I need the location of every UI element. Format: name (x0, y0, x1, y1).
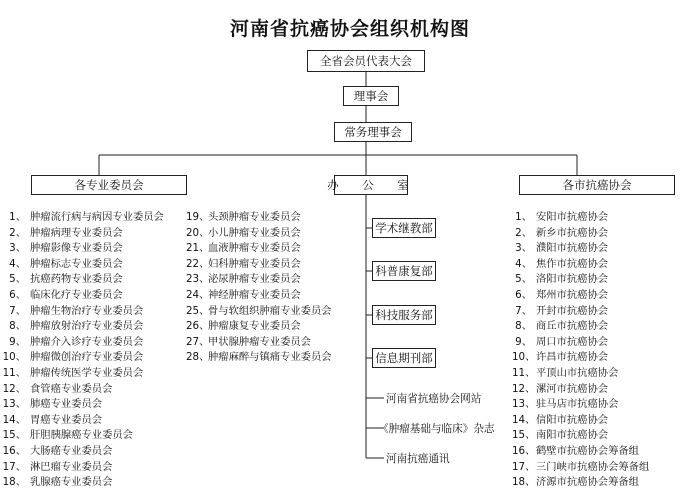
list-item: 11、 肿瘤传统医学专业委员会 (2, 366, 144, 379)
list-item: 15、南阳市抗癌协会 (512, 429, 609, 442)
list-item: 4、 肿瘤标志专业委员会 (9, 257, 123, 270)
committees-box: 各专业委员会 (31, 175, 187, 195)
office-box: 办 公 室 (334, 175, 408, 195)
cities-list (512, 210, 649, 491)
list-item: 19、头颈肿瘤专业委员会 (186, 211, 301, 223)
list-item: 12、漯河市抗癌协会 (512, 382, 609, 395)
list-item: 6、 郑州市抗癌协会 (515, 288, 609, 301)
list-item: 16、 大肠癌专业委员会 (2, 444, 113, 457)
list-item: 27、甲状腺肿瘤专业委员会 (186, 335, 311, 348)
list-item: 7、 开封市抗癌协会 (515, 304, 609, 317)
list-item: 16、鹤壁市抗癌协会筹备组 (512, 444, 639, 457)
office-dept-service: 科技服务部 (372, 305, 436, 325)
page-title: 河南省抗癌协会组织机构图 (229, 18, 470, 40)
list-item: 24、神经肿瘤专业委员会 (186, 288, 301, 301)
list-item: 6、 临床化疗专业委员会 (9, 288, 123, 301)
list-item: 23、泌尿肿瘤专业委员会 (186, 273, 301, 286)
list-item: 1、 肿瘤流行病与病因专业委员会 (9, 211, 164, 223)
list-item: 5、 抗癌药物专业委员会 (9, 273, 123, 286)
list-item: 9、 周口市抗癌协会 (515, 335, 609, 348)
committees-list-left (0, 210, 164, 491)
list-item: 15、 肝胆胰腺癌专业委员会 (2, 429, 133, 442)
list-item: 14、 胃癌专业委员会 (2, 413, 103, 426)
list-item: 13、驻马店市抗癌协会 (512, 398, 619, 411)
list-item: 7、 肿瘤生物治疗专业委员会 (9, 304, 144, 317)
list-item: 10、许昌市抗癌协会 (512, 351, 609, 364)
list-item: 5、 洛阳市抗癌协会 (515, 273, 609, 286)
office-dept-info: 信息期刊部 (372, 348, 436, 368)
committees-list-mid (186, 210, 332, 366)
list-item: 26、肿瘤康复专业委员会 (186, 320, 301, 333)
list-item: 18、 乳腺癌专业委员会 (2, 476, 113, 489)
publication-website: 河南省抗癌协会网站 (386, 393, 482, 405)
council-box: 理事会 (343, 86, 399, 106)
list-item: 25、骨与软组织肿瘤专业委员会 (186, 304, 332, 317)
list-item: 28、肿瘤麻醉与镇痛专业委员会 (186, 351, 332, 364)
list-item: 8、 肿瘤放射治疗专业委员会 (9, 320, 144, 333)
list-item: 11、平顶山市抗癌协会 (512, 366, 619, 379)
list-item: 17、 淋巴瘤专业委员会 (2, 460, 113, 473)
list-item: 22、妇科肿瘤专业委员会 (186, 257, 301, 270)
list-item: 9、 肿瘤介入诊疗专业委员会 (9, 335, 144, 348)
list-item: 17、三门峡市抗癌协会筹备组 (512, 460, 650, 473)
list-item: 20、小儿肿瘤专业委员会 (186, 226, 301, 239)
standing-council-box: 常务理事会 (334, 122, 412, 142)
list-item: 8、 商丘市抗癌协会 (515, 320, 609, 333)
list-item: 10、 肿瘤微创治疗专业委员会 (2, 351, 144, 364)
list-item: 4、 焦作市抗癌协会 (515, 257, 609, 270)
list-item: 12、 食管癌专业委员会 (2, 382, 113, 395)
list-item: 14、信阳市抗癌协会 (512, 413, 609, 426)
office-dept-academic: 学术继教部 (372, 218, 436, 238)
list-item: 18、济源市抗癌协会筹备组 (512, 476, 639, 489)
list-item: 21、血液肿瘤专业委员会 (186, 242, 301, 255)
congress-box: 全省会员代表大会 (307, 50, 425, 72)
publication-newsletter: 河南抗癌通讯 (386, 453, 450, 465)
cities-box: 各市抗癌协会 (519, 175, 675, 195)
office-dept-science: 科普康复部 (372, 261, 436, 281)
list-item: 3、 肿瘤影像专业委员会 (9, 242, 123, 255)
list-item: 2、 新乡市抗癌协会 (515, 226, 609, 239)
list-item: 1、 安阳市抗癌协会 (515, 211, 609, 223)
list-item: 3、 濮阳市抗癌协会 (515, 242, 609, 255)
list-item: 13、 肺癌专业委员会 (2, 398, 103, 411)
publication-journal: 《肿瘤基础与临床》杂志 (378, 423, 495, 435)
list-item: 2、 肿瘤病理专业委员会 (9, 226, 123, 239)
